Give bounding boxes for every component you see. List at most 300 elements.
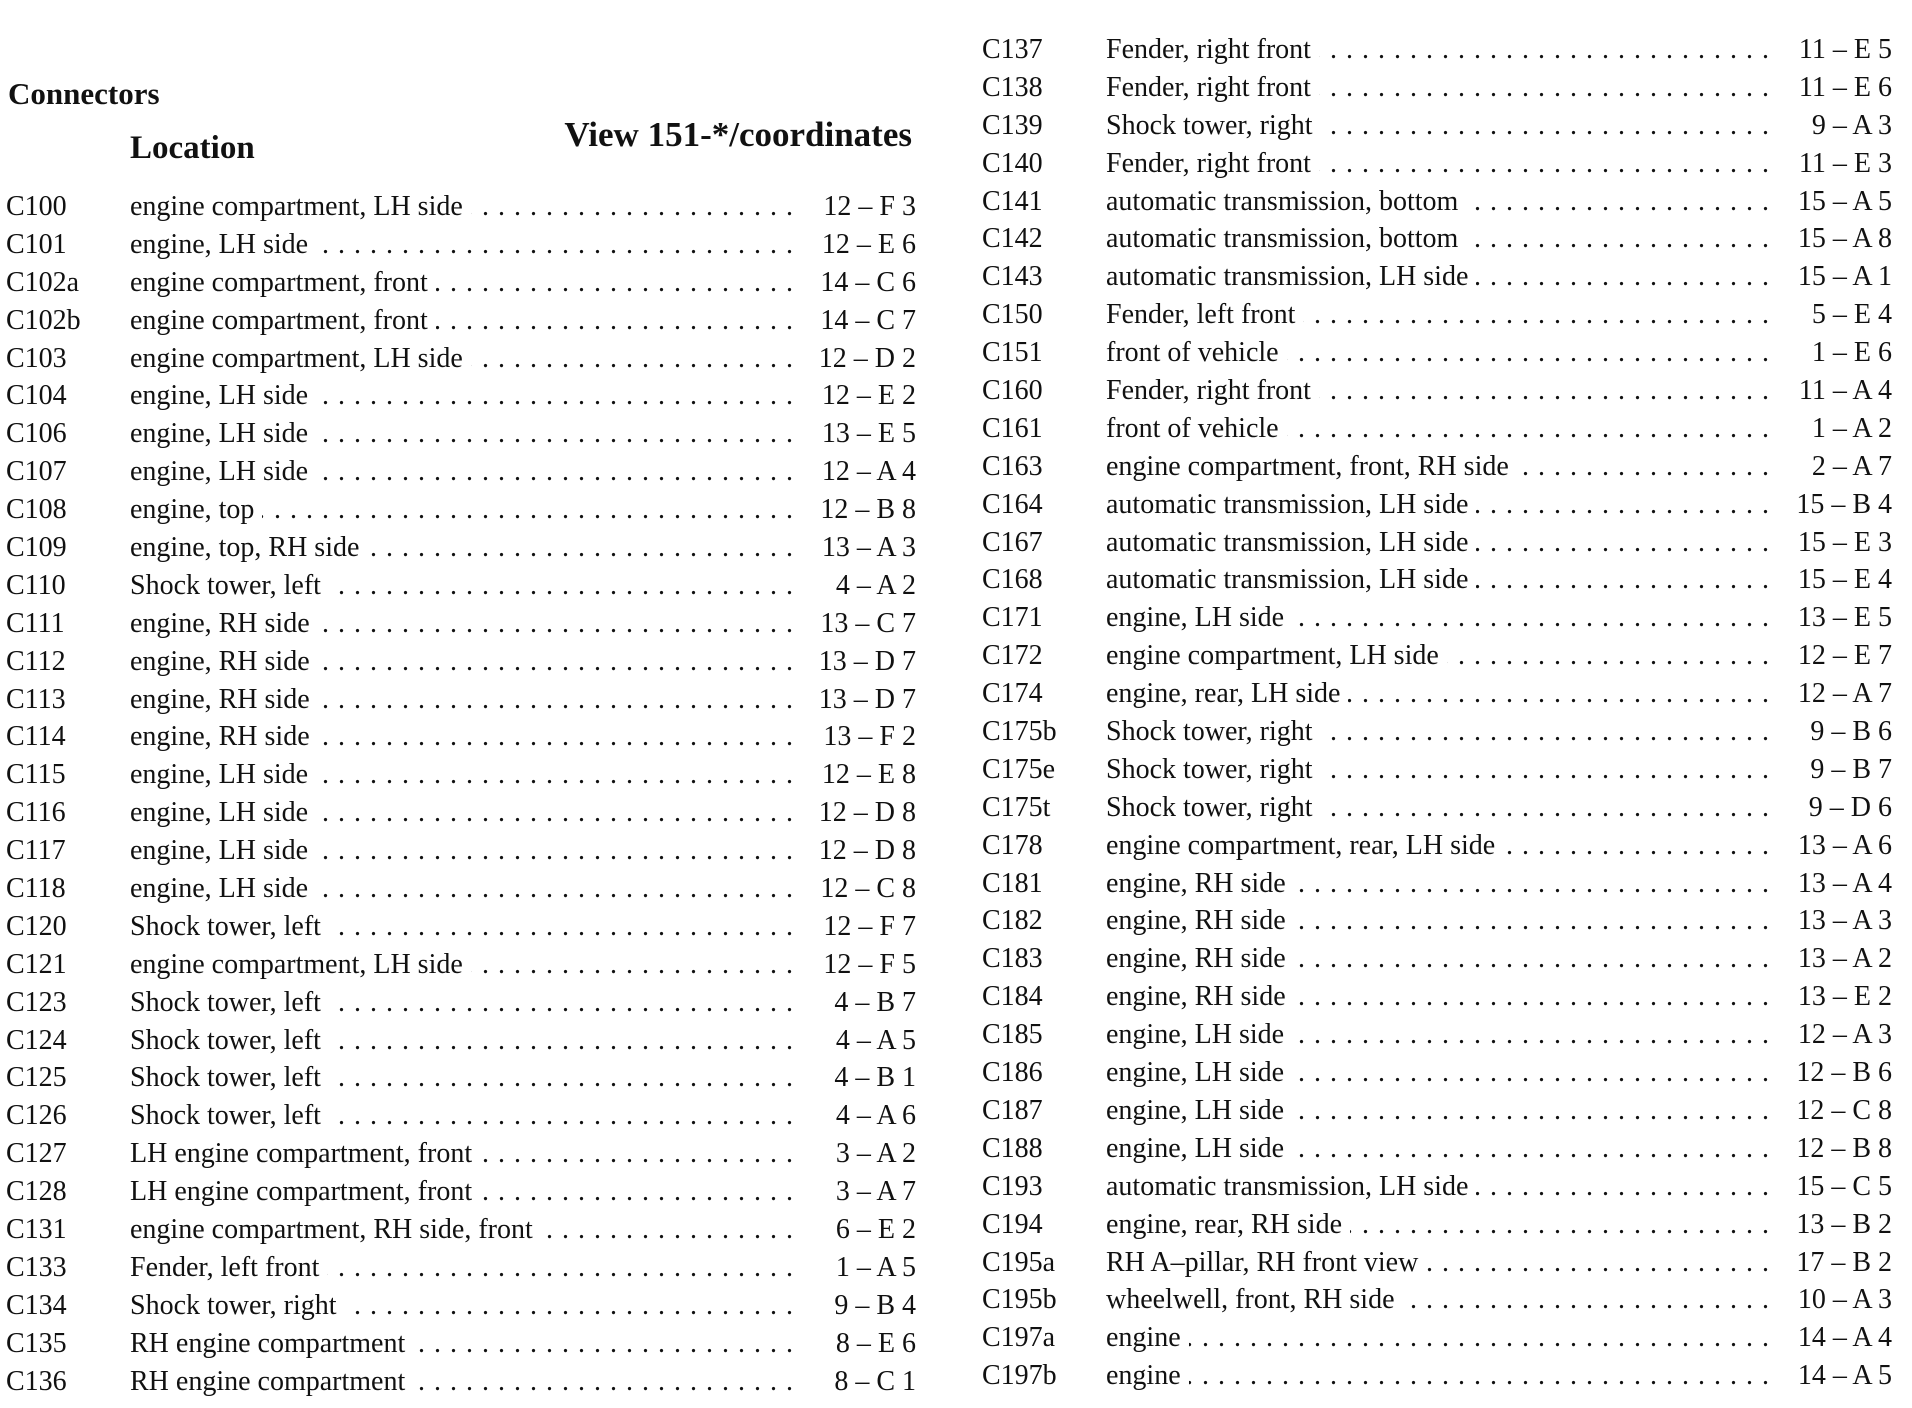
connector-row: [6, 1022, 916, 1060]
connector-view-coordinates: 15 – A 5: [1797, 185, 1892, 217]
connector-view-coordinates: 13 – E 5: [1797, 602, 1892, 634]
connector-id: C114: [6, 721, 66, 753]
connector-view-coordinates: 15 – B 4: [1796, 488, 1892, 520]
connector-row: [6, 1249, 916, 1287]
connector-id: C142: [982, 223, 1043, 255]
connector-id: C118: [6, 873, 66, 905]
connector-row: [982, 258, 1892, 296]
connector-row: [982, 751, 1892, 789]
connector-location: [1106, 183, 1772, 221]
connector-location-text: automatic transmission, LH side: [1106, 261, 1476, 292]
connector-location-text: engine, LH side: [130, 380, 316, 411]
connector-row: [6, 643, 916, 681]
connector-row: [982, 1281, 1892, 1319]
connector-id: C195b: [982, 1284, 1057, 1316]
connector-location-text: engine, RH side: [1106, 943, 1294, 974]
connector-location: [130, 718, 796, 756]
connector-location-text: engine compartment, rear, LH side: [1106, 830, 1503, 861]
connector-id: C123: [6, 986, 67, 1018]
connector-location-text: engine, LH side: [130, 873, 316, 904]
connector-location: [1106, 978, 1772, 1016]
connector-view-coordinates: 4 – B 1: [834, 1062, 916, 1094]
connector-location-text: LH engine compartment, front: [130, 1176, 480, 1207]
connector-location-text: engine compartment, RH side, front: [130, 1214, 541, 1245]
connector-id: C120: [6, 910, 67, 942]
connector-view-coordinates: 5 – E 4: [1811, 299, 1892, 331]
connector-location-text: engine: [1106, 1360, 1189, 1391]
connector-id: C116: [6, 797, 66, 829]
connector-id: C185: [982, 1019, 1043, 1051]
connector-row: [6, 415, 916, 453]
connector-location: [130, 605, 796, 643]
connector-location-text: engine, RH side: [1106, 868, 1294, 899]
connector-location-text: Shock tower, left: [130, 1062, 329, 1093]
connector-id: C151: [982, 337, 1043, 369]
connector-row: [982, 220, 1892, 258]
connector-id: C137: [982, 34, 1043, 65]
connector-id: C160: [982, 375, 1043, 407]
connector-row: [982, 675, 1892, 713]
connector-location: [130, 1135, 796, 1173]
connector-id: C184: [982, 981, 1043, 1013]
connector-view-coordinates: 4 – B 7: [834, 986, 916, 1018]
connector-row: [982, 1319, 1892, 1357]
connector-location: [130, 188, 796, 226]
connector-location: [130, 908, 796, 946]
connector-location-text: engine, LH side: [130, 229, 316, 260]
connector-view-coordinates: 11 – E 6: [1798, 71, 1892, 103]
connector-id: C197b: [982, 1360, 1057, 1392]
connector-row: [982, 789, 1892, 827]
connector-id: C143: [982, 261, 1043, 293]
connector-location-text: engine, RH side: [130, 646, 318, 677]
connector-location-text: Shock tower, right: [130, 1290, 345, 1321]
connector-location-text: Shock tower, left: [130, 570, 329, 601]
connector-row: [982, 372, 1892, 410]
connector-row: [6, 984, 916, 1022]
connector-location: [1106, 410, 1772, 448]
connector-row: [982, 1357, 1892, 1395]
connector-view-coordinates: 13 – D 7: [818, 645, 916, 677]
connector-location-text: engine, top: [130, 494, 262, 525]
connector-location-text: Shock tower, right: [1106, 754, 1321, 785]
connector-view-coordinates: 12 – A 3: [1797, 1019, 1892, 1051]
connector-id: C167: [982, 526, 1043, 558]
connector-location: [1106, 827, 1772, 865]
connector-row: [982, 827, 1892, 865]
connector-row: [6, 605, 916, 643]
connector-row: [982, 978, 1892, 1016]
connector-location: [1106, 902, 1772, 940]
connector-view-coordinates: 13 – A 4: [1797, 867, 1892, 899]
connector-id: C101: [6, 228, 67, 260]
connector-location: [1106, 713, 1772, 751]
connector-id: C117: [6, 835, 66, 867]
connector-view-coordinates: 13 – E 5: [821, 418, 916, 450]
connector-location: [1106, 637, 1772, 675]
connector-view-coordinates: 12 – B 6: [1796, 1057, 1892, 1089]
connector-location-text: engine compartment, LH side: [130, 191, 471, 222]
connector-row: [982, 31, 1892, 69]
connector-view-coordinates: 12 – F 5: [823, 948, 916, 980]
connector-location: [1106, 1016, 1772, 1054]
connector-view-coordinates: 15 – A 8: [1797, 223, 1892, 255]
connector-row: [982, 334, 1892, 372]
connector-id: C163: [982, 450, 1043, 482]
connector-id: C187: [982, 1094, 1043, 1126]
connector-location: [1106, 1168, 1772, 1206]
connector-location-text: automatic transmission, LH side: [1106, 1171, 1476, 1202]
connector-view-coordinates: 13 – C 7: [820, 607, 916, 639]
connector-row: [6, 1363, 916, 1401]
connector-location-text: automatic transmission, LH side: [1106, 527, 1476, 558]
connector-view-coordinates: 12 – A 7: [1797, 678, 1892, 710]
connector-view-coordinates: 15 – E 4: [1797, 564, 1892, 596]
connector-view-coordinates: 12 – B 8: [1796, 1132, 1892, 1164]
connector-location-text: RH engine compartment: [130, 1366, 413, 1397]
connector-location: [1106, 599, 1772, 637]
connector-view-coordinates: 15 – A 1: [1797, 261, 1892, 293]
connector-view-coordinates: 13 – D 7: [818, 683, 916, 715]
connector-location-text: engine, LH side: [130, 418, 316, 449]
connector-location: [1106, 751, 1772, 789]
connector-location: [130, 226, 796, 264]
connector-location-text: Fender, right front: [1106, 72, 1319, 103]
connector-location: [1106, 561, 1772, 599]
connector-location: [130, 529, 796, 567]
connector-location: [1106, 1206, 1772, 1244]
connector-id: C174: [982, 678, 1043, 710]
connector-location: [1106, 865, 1772, 903]
connector-row: [982, 902, 1892, 940]
connector-view-coordinates: 12 – F 7: [823, 910, 916, 942]
connector-location: [1106, 69, 1772, 107]
connector-id: C197a: [982, 1322, 1056, 1354]
connector-location-text: engine, LH side: [130, 835, 316, 866]
connector-location: [1106, 1357, 1772, 1395]
connector-view-coordinates: 12 – C 8: [820, 873, 916, 905]
connector-row: [6, 756, 916, 794]
connector-id: C115: [6, 759, 66, 791]
connector-id: C102b: [6, 304, 81, 336]
connector-view-coordinates: 12 – E 2: [821, 380, 916, 412]
connector-location: [130, 1173, 796, 1211]
connector-row: [982, 637, 1892, 675]
connector-id: C134: [6, 1289, 67, 1321]
connector-location: [130, 756, 796, 794]
connector-row: [6, 1097, 916, 1135]
connector-location: [1106, 1281, 1772, 1319]
view-column-header: View 151-*/coordinates: [564, 115, 912, 154]
connector-view-coordinates: 14 – A 4: [1797, 1322, 1892, 1354]
connector-location-text: automatic transmission, bottom: [1106, 186, 1466, 217]
connector-view-coordinates: 9 – D 6: [1808, 791, 1892, 823]
connector-location: [1106, 220, 1772, 258]
connector-view-coordinates: 15 – E 3: [1797, 526, 1892, 558]
connector-id: C161: [982, 412, 1043, 444]
connector-view-coordinates: 6 – E 2: [835, 1214, 916, 1246]
connector-row: [6, 226, 916, 264]
connector-location-text: engine, RH side: [130, 684, 318, 715]
connector-location: [130, 1022, 796, 1060]
connector-location-text: wheelwell, front, RH side: [1106, 1284, 1403, 1315]
connector-location: [130, 302, 796, 340]
connector-location: [130, 453, 796, 491]
connector-location: [130, 946, 796, 984]
connector-row: [982, 183, 1892, 221]
connector-row: [6, 718, 916, 756]
connector-location: [130, 377, 796, 415]
connector-view-coordinates: 10 – A 3: [1797, 1284, 1892, 1316]
connector-location: [130, 984, 796, 1022]
connector-id: C107: [6, 456, 67, 488]
left-connector-list: [6, 188, 916, 1401]
connector-id: C108: [6, 494, 67, 526]
connector-row: [6, 1211, 916, 1249]
connector-view-coordinates: 14 – C 6: [820, 266, 916, 298]
connector-location: [130, 567, 796, 605]
connector-location-text: automatic transmission, bottom: [1106, 223, 1466, 254]
connector-id: C171: [982, 602, 1043, 634]
connector-id: C102a: [6, 266, 80, 298]
connector-location-text: Shock tower, left: [130, 911, 329, 942]
connector-view-coordinates: 9 – B 4: [834, 1289, 916, 1321]
connector-view-coordinates: 13 – E 2: [1797, 981, 1892, 1013]
connector-view-coordinates: 1 – A 2: [1811, 412, 1892, 444]
connector-location: [130, 1097, 796, 1135]
connector-location: [1106, 296, 1772, 334]
connector-view-coordinates: 1 – E 6: [1811, 337, 1892, 369]
connector-id: C100: [6, 191, 67, 222]
connector-id: C112: [6, 645, 66, 677]
connector-view-coordinates: 14 – A 5: [1797, 1360, 1892, 1392]
connector-location: [1106, 1092, 1772, 1130]
right-connector-list: [982, 31, 1892, 1395]
connector-id: C175b: [982, 716, 1057, 748]
connector-location: [1106, 372, 1772, 410]
connector-location-text: front of vehicle: [1106, 413, 1287, 444]
connector-location: [130, 340, 796, 378]
connector-view-coordinates: 9 – B 7: [1810, 753, 1892, 785]
connector-row: [982, 713, 1892, 751]
connector-row: [982, 561, 1892, 599]
connector-location-text: engine, top, RH side: [130, 532, 367, 563]
connector-location: [1106, 334, 1772, 372]
connector-location-text: engine, RH side: [130, 721, 318, 752]
connector-id: C175t: [982, 791, 1051, 823]
connector-location: [130, 264, 796, 302]
connector-location-text: automatic transmission, LH side: [1106, 489, 1476, 520]
connector-location-text: Shock tower, left: [130, 987, 329, 1018]
connector-view-coordinates: 11 – A 4: [1798, 375, 1892, 407]
connector-location-text: Fender, right front: [1106, 34, 1319, 65]
connector-location-text: engine compartment, front, RH side: [1106, 451, 1517, 482]
connector-row: [982, 1244, 1892, 1282]
connector-id: C135: [6, 1327, 67, 1359]
connector-location-text: Fender, left front: [1106, 299, 1303, 330]
connector-id: C126: [6, 1100, 67, 1132]
connector-row: [6, 377, 916, 415]
connector-location-text: engine, LH side: [130, 759, 316, 790]
connector-location-text: engine, rear, LH side: [1106, 678, 1348, 709]
connector-view-coordinates: 12 – D 8: [818, 835, 916, 867]
connector-row: [6, 453, 916, 491]
connector-location-text: Shock tower, left: [130, 1025, 329, 1056]
connector-view-coordinates: 13 – A 3: [1797, 905, 1892, 937]
connector-location: [130, 1211, 796, 1249]
connector-location-text: RH A–pillar, RH front view: [1106, 1247, 1426, 1278]
connector-view-coordinates: 13 – A 3: [821, 532, 916, 564]
connector-location: [130, 870, 796, 908]
connector-view-coordinates: 9 – A 3: [1811, 109, 1892, 141]
connector-view-coordinates: 12 – D 2: [818, 342, 916, 374]
connector-id: C109: [6, 532, 67, 564]
connector-location-text: automatic transmission, LH side: [1106, 564, 1476, 595]
connector-location: [1106, 107, 1772, 145]
connector-view-coordinates: 15 – C 5: [1796, 1170, 1892, 1202]
connector-id: C113: [6, 683, 66, 715]
connector-id: C131: [6, 1214, 67, 1246]
connector-view-coordinates: 12 – C 8: [1796, 1094, 1892, 1126]
connector-row: [982, 1168, 1892, 1206]
connector-row: [982, 107, 1892, 145]
connector-row: [6, 1287, 916, 1325]
connector-row: [982, 524, 1892, 562]
connector-id: C124: [6, 1024, 67, 1056]
connector-id: C139: [982, 109, 1043, 141]
connector-location-text: Fender, left front: [130, 1252, 327, 1283]
connector-location-text: engine, LH side: [1106, 1095, 1292, 1126]
connector-location: [1106, 448, 1772, 486]
connector-row: [982, 486, 1892, 524]
connector-location: [1106, 486, 1772, 524]
connector-row: [6, 794, 916, 832]
connector-location: [130, 491, 796, 529]
connector-view-coordinates: 4 – A 6: [835, 1100, 916, 1132]
connector-id: C106: [6, 418, 67, 450]
connector-location: [1106, 145, 1772, 183]
connector-id: C136: [6, 1365, 67, 1397]
connector-row: [982, 296, 1892, 334]
connector-row: [982, 410, 1892, 448]
connector-id: C128: [6, 1176, 67, 1208]
connector-location: [1106, 1319, 1772, 1357]
connector-location-text: Shock tower, right: [1106, 716, 1321, 747]
connector-location: [130, 832, 796, 870]
connector-row: [6, 529, 916, 567]
connector-view-coordinates: 13 – A 2: [1797, 943, 1892, 975]
connector-row: [6, 870, 916, 908]
connector-row: [6, 1325, 916, 1363]
connector-row: [982, 1054, 1892, 1092]
connector-row: [982, 1206, 1892, 1244]
connector-location-text: LH engine compartment, front: [130, 1138, 480, 1169]
connector-id: C140: [982, 147, 1043, 179]
connector-row: [6, 681, 916, 719]
connector-view-coordinates: 9 – B 6: [1810, 716, 1892, 748]
connector-view-coordinates: 11 – E 5: [1798, 34, 1892, 65]
connector-view-coordinates: 13 – B 2: [1796, 1208, 1892, 1240]
connector-row: [982, 599, 1892, 637]
connector-row: [982, 448, 1892, 486]
connector-view-coordinates: 11 – E 3: [1798, 147, 1892, 179]
connector-row: [982, 865, 1892, 903]
connector-row: [6, 908, 916, 946]
connector-id: C178: [982, 829, 1043, 861]
connector-location: [130, 415, 796, 453]
connector-location-text: Shock tower, right: [1106, 792, 1321, 823]
connector-view-coordinates: 12 – F 3: [823, 191, 916, 222]
connector-row: [6, 491, 916, 529]
connector-id: C194: [982, 1208, 1043, 1240]
connector-id: C133: [6, 1251, 67, 1283]
connector-id: C175e: [982, 753, 1056, 785]
connector-row: [982, 1016, 1892, 1054]
connector-location: [130, 1249, 796, 1287]
connector-row: [982, 940, 1892, 978]
connector-id: C125: [6, 1062, 67, 1094]
connector-view-coordinates: 3 – A 7: [835, 1176, 916, 1208]
connector-location: [1106, 524, 1772, 562]
connector-row: [6, 340, 916, 378]
connector-location: [130, 681, 796, 719]
connector-row: [982, 1092, 1892, 1130]
connector-location-text: engine compartment, front: [130, 267, 436, 298]
connector-view-coordinates: 8 – C 1: [834, 1365, 916, 1397]
connector-id: C104: [6, 380, 67, 412]
connector-view-coordinates: 14 – C 7: [820, 304, 916, 336]
connector-id: C127: [6, 1138, 67, 1170]
connector-location-text: Shock tower, left: [130, 1100, 329, 1131]
connector-location: [1106, 1244, 1772, 1282]
connector-location: [1106, 940, 1772, 978]
connector-row: [982, 145, 1892, 183]
connector-location-text: engine, LH side: [1106, 1057, 1292, 1088]
connector-location-text: engine compartment, LH side: [130, 343, 471, 374]
connector-location: [130, 1287, 796, 1325]
connector-id: C188: [982, 1132, 1043, 1164]
connector-id: C182: [982, 905, 1043, 937]
connector-id: C181: [982, 867, 1043, 899]
connector-row: [6, 188, 916, 226]
connector-location-text: engine compartment, LH side: [130, 949, 471, 980]
connector-location: [1106, 1130, 1772, 1168]
connector-id: C183: [982, 943, 1043, 975]
connector-row: [6, 264, 916, 302]
connector-view-coordinates: 4 – A 5: [835, 1024, 916, 1056]
connector-row: [982, 69, 1892, 107]
connector-view-coordinates: 2 – A 7: [1811, 450, 1892, 482]
connector-view-coordinates: 12 – E 6: [821, 228, 916, 260]
connector-row: [982, 1130, 1892, 1168]
connector-view-coordinates: 4 – A 2: [835, 569, 916, 601]
connector-id: C141: [982, 185, 1043, 217]
connector-view-coordinates: 17 – B 2: [1796, 1246, 1892, 1278]
connector-location: [1106, 258, 1772, 296]
connector-row: [6, 1173, 916, 1211]
connector-view-coordinates: 12 – B 8: [820, 494, 916, 526]
connector-location-text: engine, RH side: [130, 608, 318, 639]
connector-view-coordinates: 13 – A 6: [1797, 829, 1892, 861]
connector-location: [1106, 31, 1772, 69]
connector-location-text: engine, RH side: [1106, 905, 1294, 936]
connector-row: [6, 946, 916, 984]
connector-location-text: engine compartment, front: [130, 305, 436, 336]
connector-id: C121: [6, 948, 67, 980]
connector-location: [1106, 789, 1772, 827]
connector-location: [130, 1325, 796, 1363]
connector-location-text: engine, LH side: [130, 456, 316, 487]
